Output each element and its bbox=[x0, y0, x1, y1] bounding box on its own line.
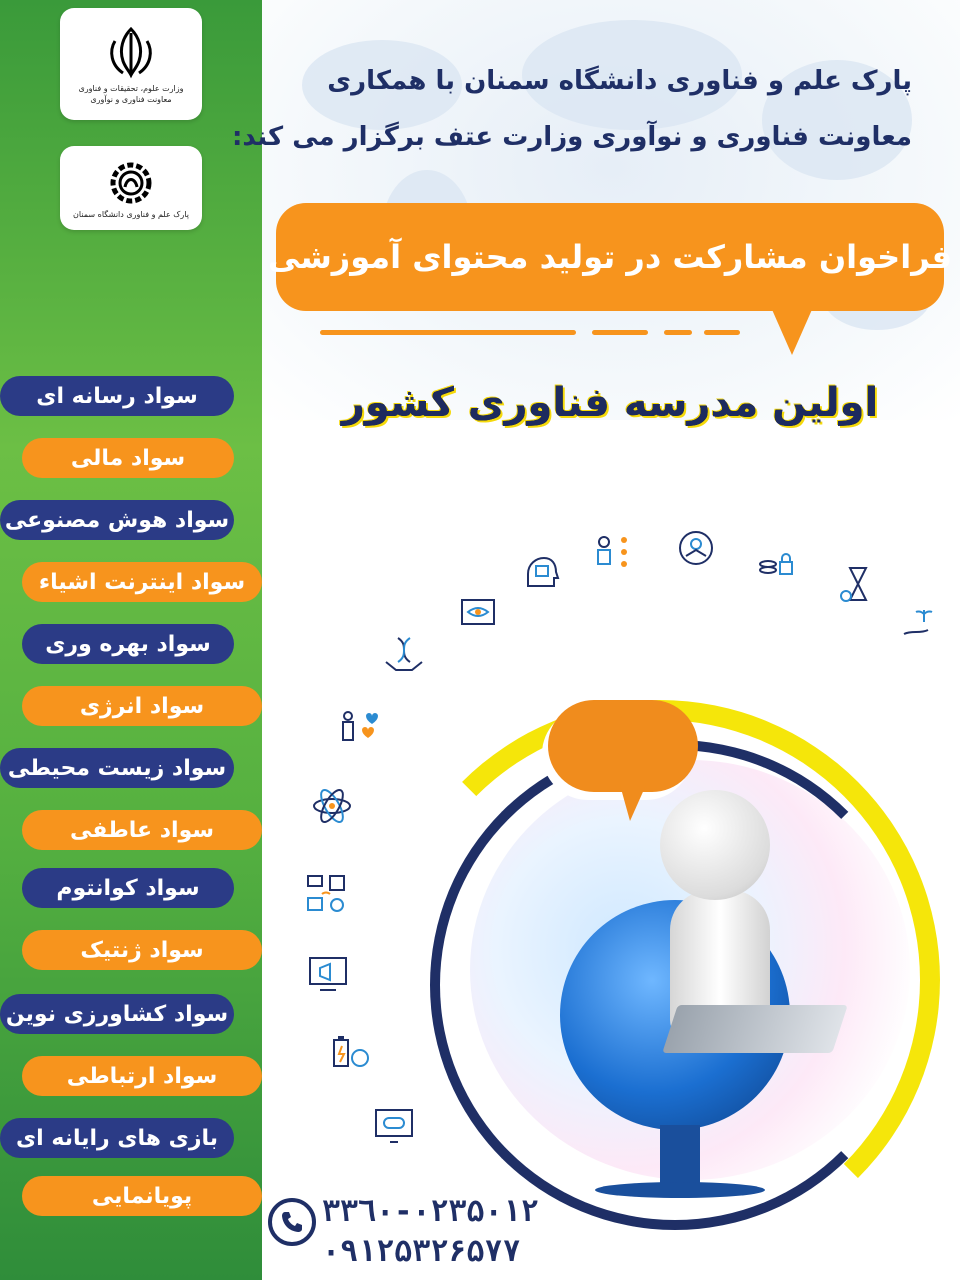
ministry-logo-card bbox=[60, 8, 202, 120]
dash-3 bbox=[664, 330, 692, 335]
call-banner bbox=[267, 203, 953, 311]
phone-icon bbox=[268, 1198, 316, 1246]
ministry-caption-1: وزارت علوم، تحقیقات و فناوری bbox=[78, 84, 184, 93]
topic-pill: بازی های رایانه ای bbox=[0, 1118, 234, 1158]
topic-pill: سواد ژنتیک bbox=[22, 930, 262, 970]
topic-pill: پویانمایی bbox=[22, 1176, 262, 1216]
dash-2 bbox=[592, 330, 648, 335]
science-park-logo-card bbox=[60, 146, 202, 230]
phone-number-2: ٠٩١٢۵٣٢۶۵٧٧ bbox=[322, 1234, 521, 1269]
header-line-1: پارک علم و فناوری دانشگاه سمنان با همکاری bbox=[327, 66, 912, 96]
topic-pill: سواد کشاورزی نوین bbox=[0, 994, 234, 1034]
iot-devices-icon bbox=[304, 872, 348, 916]
topic-pill: سواد کوانتوم bbox=[22, 868, 234, 908]
dash-4 bbox=[704, 330, 740, 335]
topic-pill: سواد رسانه ای bbox=[0, 376, 234, 416]
iran-emblem-icon bbox=[101, 23, 161, 83]
eye-presentation-icon bbox=[456, 592, 500, 636]
emotional-hearts-icon bbox=[336, 706, 380, 750]
call-banner-tail bbox=[770, 305, 814, 355]
topic-pill: سواد مالی bbox=[22, 438, 234, 478]
laptop bbox=[662, 1005, 848, 1053]
topic-pill: سواد اینترنت اشیاء bbox=[22, 562, 262, 602]
energy-battery-icon bbox=[328, 1030, 372, 1074]
people-network-icon bbox=[590, 530, 634, 574]
orange-speech-tail bbox=[620, 785, 646, 821]
header-line-2: معاونت فناوری و نوآوری وزارت عتف برگزار می کند: bbox=[232, 122, 912, 152]
person-3d-head bbox=[660, 790, 770, 900]
atom-icon bbox=[310, 784, 354, 828]
topic-pill: سواد زیست محیطی bbox=[0, 748, 234, 788]
dna-hands-icon bbox=[382, 632, 426, 676]
topic-pill: سواد انرژی bbox=[22, 686, 262, 726]
media-screen-icon bbox=[306, 952, 350, 996]
subtitle: اولین مدرسه فناوری کشور bbox=[341, 380, 879, 426]
money-lock-icon bbox=[754, 540, 798, 584]
orange-speech-bubble bbox=[548, 700, 698, 792]
global-network-icon bbox=[674, 526, 718, 570]
ministry-caption-2: معاونت فناوری و نوآوری bbox=[90, 95, 172, 104]
topic-pill: سواد هوش مصنوعی bbox=[0, 500, 234, 540]
science-park-caption: پارک علم و فناوری دانشگاه سمنان bbox=[73, 209, 189, 219]
phone-number-1: ٠٢٣-٣٣٦٠۵٠١٢ bbox=[322, 1194, 539, 1229]
hourglass-gear-icon bbox=[836, 562, 880, 606]
smart-farming-icon bbox=[898, 600, 942, 644]
game-screen-icon bbox=[372, 1104, 416, 1148]
topic-pill: سواد ارتباطی bbox=[22, 1056, 262, 1096]
dash-1 bbox=[320, 330, 576, 335]
chair-base bbox=[595, 1182, 765, 1198]
topic-pill: سواد بهره وری bbox=[22, 624, 234, 664]
call-banner-title: فراخوان مشارکت در تولید محتوای آموزشی bbox=[267, 238, 953, 276]
science-park-gear-icon bbox=[105, 157, 157, 209]
ai-head-icon bbox=[518, 552, 562, 596]
topic-pill: سواد عاطفی bbox=[22, 810, 262, 850]
